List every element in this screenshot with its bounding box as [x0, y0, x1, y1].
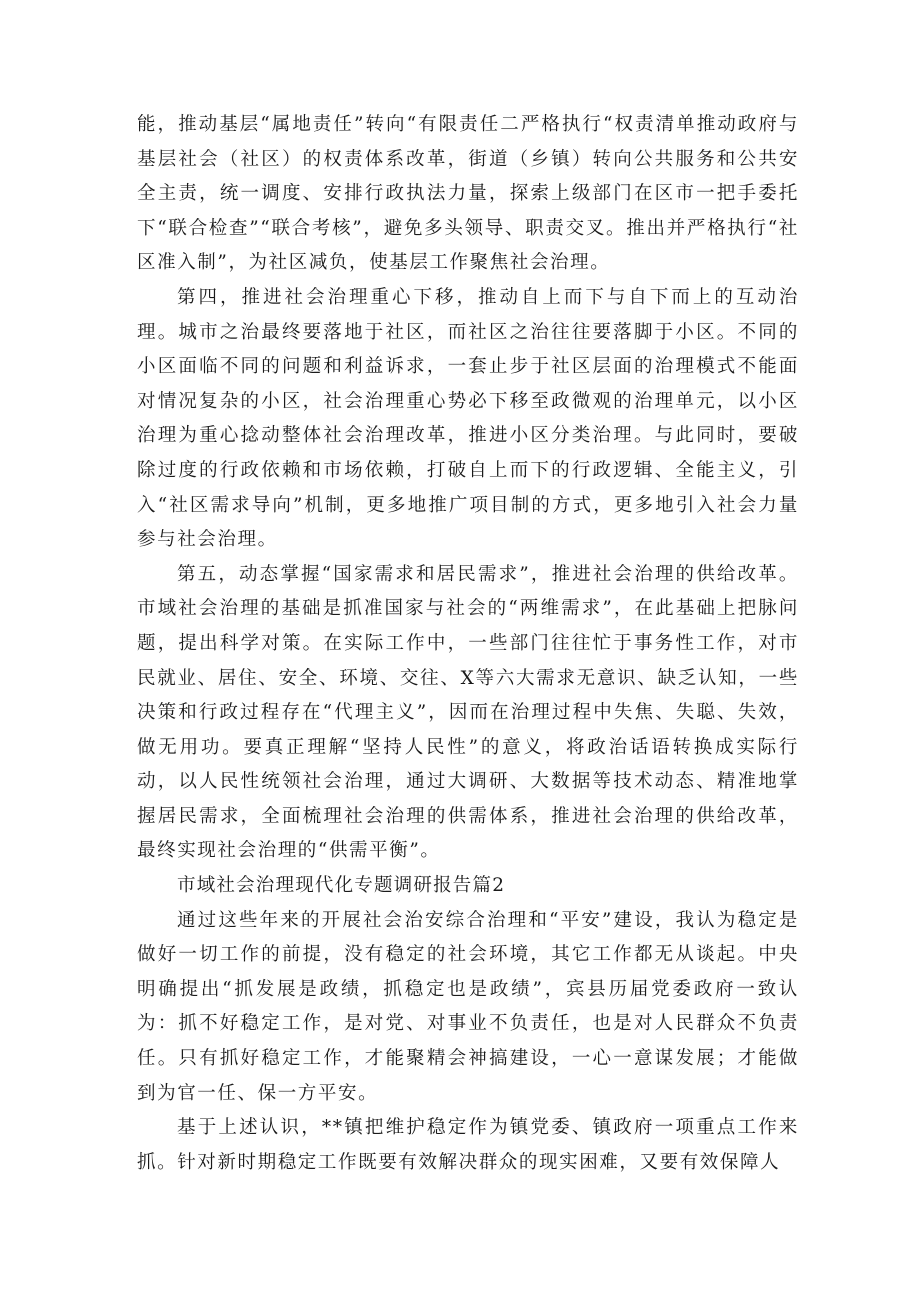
document-page	[137, 108, 799, 1180]
paragraph-5: 基于上述认识，**镇把维护稳定作为镇党委、镇政府一项重点工作来抓。针对新时期稳定工作既要有效解决群众的现实困难，又要有效保障人	[137, 1117, 799, 1173]
paragraph-4: 通过这些年来的开展社会治安综合治理和“平安”建设，我认为稳定是做好一切工作的前提，没有稳定的社会环境，其它工作都无从谈起。中央明确提出“抓发展是政绩，抓稳定也是政绩”，宾县历届党委政府一致认为：抓不好稳定工作，是对党、对事业不负责任，也是对人民群众不负责任。只有抓好稳定工作，才能聚精会神搞建设，一心一意谋发展；才能做到为官一任、保一方平安。	[137, 909, 799, 1104]
paragraph-1: 能，推动基层“属地责任”转向“有限责任二严格执行“权责清单推动政府与基层社会（社区）的权责体系改革，街道（乡镇）转向公共服务和公共安全主责，统一调度、安排行政执法力量，探索上级部门在区市一把手委托下“联合检查”“联合考核”，避免多头领导、职责交叉。推出并严格执行“社区准入制”，为社区减负，使基层工作聚焦社会治理。	[137, 114, 799, 274]
paragraph-2: 第四，推进社会治理重心下移，推动自上而下与自下而上的互动治理。城市之治最终要落地于社区，而社区之治往往要落脚于小区。不同的小区面临不同的问题和利益诉求，一套止步于社区层面的治理模式不能面对情况复杂的小区，社会治理重心势必下移至政微观的治理单元，以小区治理为重心捻动整体社会治理改革，推进小区分类治理。与此同时，要破除过度的行政依赖和市场依赖，打破自上而下的行政逻辑、全能主义，引入“社区需求导向”机制，更多地推广项目制的方式，更多地引入社会力量参与社会治理。	[137, 286, 799, 551]
section-title: 市域社会治理现代化专题调研报告篇2	[177, 875, 506, 897]
paragraph-3: 第五，动态掌握“国家需求和居民需求”，推进社会治理的供给改革。市域社会治理的基础是抓准国家与社会的“两维需求”，在此基础上把脉问题，提出科学对策。在实际工作中，一些部门往往忙于事务性工作，对市民就业、居住、安全、环境、交往、X等六大需求无意识、缺乏认知，一些决策和行政过程存在“代理主义”，因而在治理过程中失焦、失聪、失效，做无用功。要真正理解“坚持人民性”的意义，将政治话语转换成实际行动，以人民性统领社会治理，通过大调研、大数据等技术动态、精准地掌握居民需求，全面梳理社会治理的供需体系，推进社会治理的供给改革，最终实现社会治理的“供需平衡”。	[137, 563, 799, 862]
